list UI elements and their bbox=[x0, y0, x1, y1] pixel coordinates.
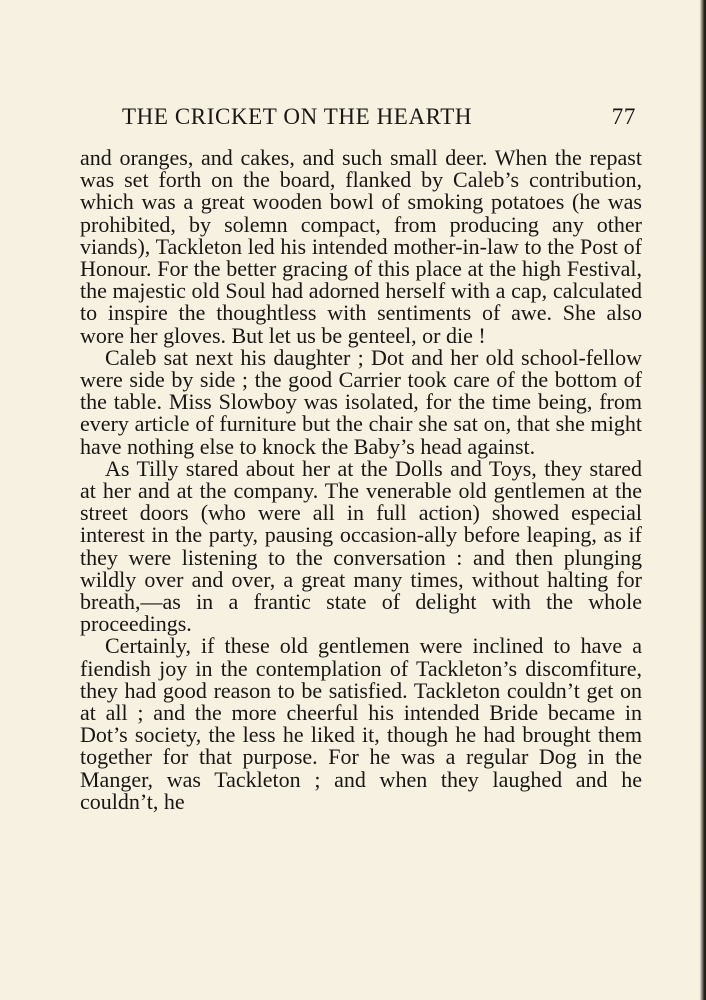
paragraph-4: Certainly, if these old gentlemen were inclined to have a fiendish joy in the contemplation of Tackleton’s discomfiture, they had good reason to be satisfied. Tackleton couldn’t get on at all ; and the more cheerful his intended Bride became in Dot’s society, the less he liked it, though he had brought them together for that purpose. For he was a regular Dog in the Manger, was Tackleton ; and when they laughed and he couldn’t, he bbox=[80, 633, 642, 814]
paragraph-3: As Tilly stared about her at the Dolls and Toys, they stared at her and at the company. The venerable old gentlemen at the street doors (who were all in full action) showed especial interest in the party, pausing occasion-ally before leaping, as if they were listening to the conversation : and then plunging wildly over and over, a great many times, without halting for breath,—as in a frantic state of delight with the whole proceedings. bbox=[80, 455, 642, 637]
page-edge-shadow bbox=[700, 0, 706, 1000]
running-head bbox=[122, 100, 642, 134]
page-number: 77 bbox=[611, 104, 636, 129]
paragraph-2: Caleb sat next his daughter ; Dot and her old school-fellow were side by side ; the good Carrier took care of the bottom of the table. Miss Slowboy was isolated, for the time being, from every article of furniture but the chair she sat on, that she might have nothing else to knock the Baby’s head against. bbox=[80, 344, 642, 459]
running-head-title: THE CRICKET ON THE HEARTH bbox=[122, 104, 473, 129]
body-text bbox=[80, 147, 642, 813]
paragraph-1: and oranges, and cakes, and such small deer. When the repast was set forth on the board, flanked by Caleb’s contribution, which was a great wooden bowl of smoking potatoes (he was prohibited, by solemn compact, from producing any other viands), Tackleton led his intended mother-in-law to the Post of Honour. For the better gracing of this place at the high Festival, the majestic old Soul had adorned herself with a cap, calculated to inspire the thoughtless with sentiments of awe. She also wore her gloves. But let us be genteel, or die ! bbox=[80, 145, 642, 348]
